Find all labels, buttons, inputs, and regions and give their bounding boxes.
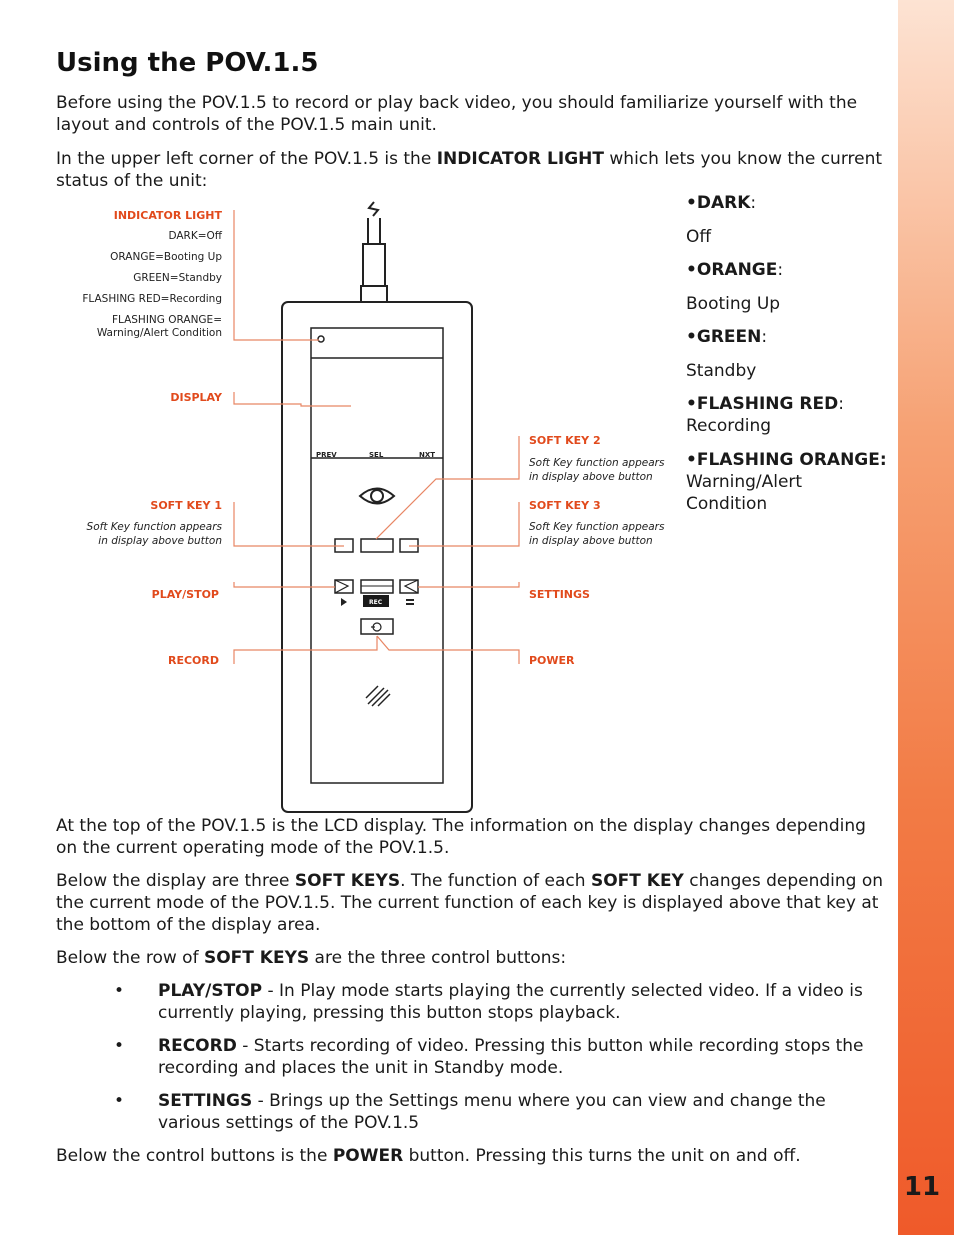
label-soft-key-2-desc-1: Soft Key function appears [529,457,665,469]
label-indicator-line-3: GREEN=Standby [133,272,222,284]
status-flashing-red: •FLASHING RED: [686,394,844,414]
status-flashing-orange-desc-1: Warning/Alert [686,472,803,492]
status-flashing-orange-desc-2: Condition [686,494,768,514]
power-icon [371,623,381,631]
power-paragraph: Below the control buttons is the POWER button. Pressing this turns the unit on and off. [56,1146,801,1166]
play-icon [341,598,347,606]
screen-key-sel: SEL [369,451,384,459]
page-number: 11 [903,1172,941,1202]
speaker-grille-icon [366,686,390,706]
label-settings: SETTINGS [529,588,590,601]
bullet-dot: • [114,1091,125,1111]
status-dark-desc: Off [686,227,712,247]
label-soft-key-2-desc-2: in display above button [529,471,653,483]
status-green: •GREEN: [686,327,768,347]
label-power: POWER [529,654,575,667]
settings-icon [406,600,414,604]
screen-key-prev: PREV [316,451,337,459]
label-soft-key-2: SOFT KEY 2 [529,434,601,447]
label-soft-key-1-desc-2: in display above button [98,535,222,547]
label-indicator-line-4: FLASHING RED=Recording [82,293,222,305]
device-inner-panel [311,328,443,783]
status-orange-desc: Booting Up [686,294,781,314]
label-indicator-light: INDICATOR LIGHT [113,209,222,222]
side-color-bar [898,0,954,1235]
status-orange: •ORANGE: [686,260,784,280]
label-soft-key-1-desc-1: Soft Key function appears [86,521,222,533]
indicator-text-bold: INDICATOR LIGHT [436,149,604,169]
controls-paragraph: Below the row of SOFT KEYS are the three control buttons: [56,948,567,968]
label-indicator-line-5: FLASHING ORANGE= [111,314,222,326]
label-indicator-line-1: DARK=Off [168,230,222,242]
bullet-dot: • [114,1036,125,1056]
label-soft-key-1: SOFT KEY 1 [150,499,222,512]
label-indicator-line-6: Warning/Alert Condition [96,327,222,339]
indicator-text-pre: In the upper left corner of the POV.1.5 is the [56,149,437,169]
indicator-text-post: which lets you know the current status of the unit: [56,149,883,191]
indicator-light [318,336,324,342]
label-soft-key-3-desc-1: Soft Key function appears [529,521,665,533]
rec-button-label: REC [369,599,383,606]
label-indicator-line-2: ORANGE=Booting Up [110,251,222,263]
brand-logo-icon [360,489,394,504]
softkeys-paragraph: Below the display are three SOFT KEYS. The function of each SOFT KEY changes depending on the current mode of the POV.1.5. The current function of each key is displayed above that key at the bottom of the display area. [56,871,884,935]
status-dark: •DARK: [686,193,757,213]
indicator-paragraph [56,148,892,192]
label-display: DISPLAY [170,391,222,404]
status-green-desc: Standby [686,361,757,381]
bullet-dot: • [114,981,125,1001]
label-play-stop: PLAY/STOP [151,588,219,601]
status-flashing-red-desc: Recording [686,416,772,436]
cable [361,202,387,302]
soft-key-2-button[interactable] [361,539,393,552]
label-soft-key-3-desc-2: in display above button [529,535,653,547]
intro-paragraph: Before using the POV.1.5 to record or play back video, you should familiarize yourself with the layout and controls of the POV.1.5 main unit. [56,93,858,135]
label-soft-key-3: SOFT KEY 3 [529,499,601,512]
device-diagram [56,196,686,818]
screen-key-nxt: NXT [419,451,436,459]
status-flashing-orange: •FLASHING ORANGE: [686,450,887,470]
label-record: RECORD [167,654,219,667]
power-button[interactable] [361,619,393,634]
page-title: Using the POV.1.5 [56,48,319,78]
lcd-paragraph: At the top of the POV.1.5 is the LCD display. The information on the display changes depending on the current operating mode of the POV.1.5. [56,816,866,858]
